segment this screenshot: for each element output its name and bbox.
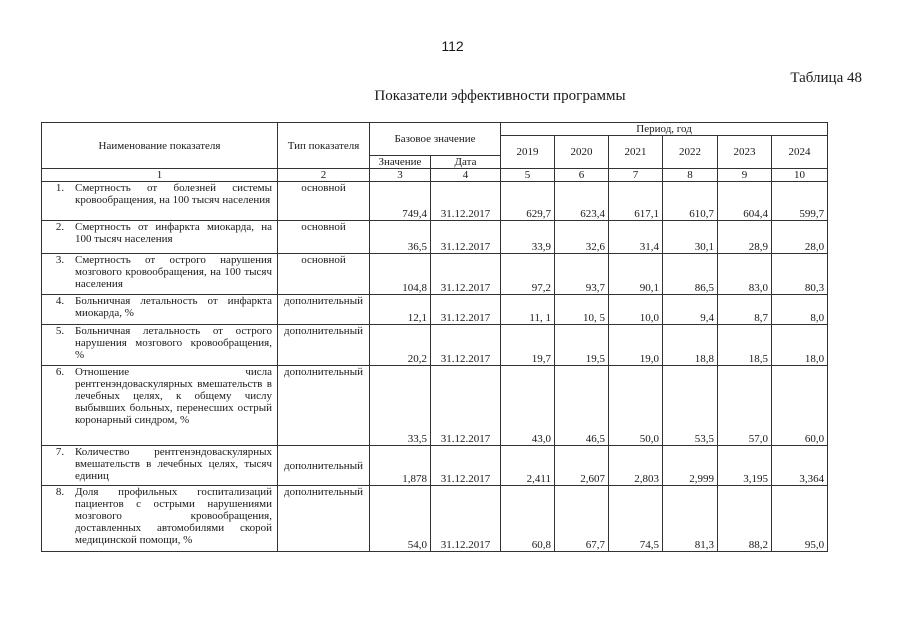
year-value: 83,0 xyxy=(718,254,772,295)
base-date: 31.12.2017 xyxy=(431,486,501,552)
year-value: 2,411 xyxy=(501,446,555,486)
year-value: 18,5 xyxy=(718,325,772,366)
base-date: 31.12.2017 xyxy=(431,254,501,295)
year-value: 604,4 xyxy=(718,182,772,221)
year-value: 599,7 xyxy=(772,182,828,221)
indicator-type: дополнительный xyxy=(278,295,370,325)
header-base-value: Базовое значение xyxy=(370,123,501,156)
year-value: 88,2 xyxy=(718,486,772,552)
column-number: 10 xyxy=(772,169,828,182)
indicator-type: дополнительный xyxy=(278,446,370,486)
base-value: 54,0 xyxy=(370,486,431,552)
table-row xyxy=(42,295,828,325)
year-value: 97,2 xyxy=(501,254,555,295)
table-row xyxy=(42,182,828,221)
year-value: 32,6 xyxy=(555,221,609,254)
year-value: 28,9 xyxy=(718,221,772,254)
year-value: 3,195 xyxy=(718,446,772,486)
year-value: 93,7 xyxy=(555,254,609,295)
column-number: 7 xyxy=(609,169,663,182)
base-value: 104,8 xyxy=(370,254,431,295)
year-value: 18,0 xyxy=(772,325,828,366)
indicator-type: основной xyxy=(278,254,370,295)
column-number: 4 xyxy=(431,169,501,182)
year-value: 57,0 xyxy=(718,366,772,446)
indicator-name: Количество рентгенэндоваскулярных вмешательств в лечебных целях, тысяч единиц xyxy=(75,446,272,482)
year-value: 2,803 xyxy=(609,446,663,486)
column-number: 3 xyxy=(370,169,431,182)
column-number: 1 xyxy=(42,169,278,182)
year-value: 53,5 xyxy=(663,366,718,446)
header-value: Значение xyxy=(370,156,431,169)
year-value: 629,7 xyxy=(501,182,555,221)
base-date: 31.12.2017 xyxy=(431,182,501,221)
year-value: 19,0 xyxy=(609,325,663,366)
row-index: 6. xyxy=(55,366,65,378)
header-year: 2023 xyxy=(718,136,772,169)
year-value: 8,0 xyxy=(772,295,828,325)
year-value: 8,7 xyxy=(718,295,772,325)
year-value: 10, 5 xyxy=(555,295,609,325)
header-year: 2020 xyxy=(555,136,609,169)
header-year: 2024 xyxy=(772,136,828,169)
year-value: 90,1 xyxy=(609,254,663,295)
base-value: 1,878 xyxy=(370,446,431,486)
table-row xyxy=(42,366,828,446)
year-value: 617,1 xyxy=(609,182,663,221)
year-value: 46,5 xyxy=(555,366,609,446)
table-row xyxy=(42,325,828,366)
year-value: 80,3 xyxy=(772,254,828,295)
base-value: 33,5 xyxy=(370,366,431,446)
indicator-type: основной xyxy=(278,221,370,254)
base-date: 31.12.2017 xyxy=(431,325,501,366)
year-value: 623,4 xyxy=(555,182,609,221)
year-value: 610,7 xyxy=(663,182,718,221)
indicator-type: дополнительный xyxy=(278,325,370,366)
table-row xyxy=(42,446,828,486)
year-value: 67,7 xyxy=(555,486,609,552)
column-number: 9 xyxy=(718,169,772,182)
year-value: 33,9 xyxy=(501,221,555,254)
indicator-type: дополнительный xyxy=(278,366,370,446)
document-title: Показатели эффективности программы xyxy=(374,88,626,104)
year-value: 9,4 xyxy=(663,295,718,325)
header-date: Дата xyxy=(431,156,501,169)
row-index: 8. xyxy=(55,486,65,498)
header-type: Тип показателя xyxy=(278,123,370,169)
year-value: 60,8 xyxy=(501,486,555,552)
indicator-name: Доля профильных госпитализаций пациентов с острыми нарушениями мозгового кровообращения, доставленных автомобилями скорой медицинской помощи, % xyxy=(75,486,272,546)
year-value: 50,0 xyxy=(609,366,663,446)
indicator-name: Смертность от острого нарушения мозгового кровообращения, на 100 тысяч населения xyxy=(75,254,272,290)
column-number: 8 xyxy=(663,169,718,182)
indicators-table xyxy=(41,122,828,552)
year-value: 74,5 xyxy=(609,486,663,552)
table-row xyxy=(42,486,828,552)
indicator-type: основной xyxy=(278,182,370,221)
year-value: 60,0 xyxy=(772,366,828,446)
year-value: 30,1 xyxy=(663,221,718,254)
table-row xyxy=(42,221,828,254)
indicator-name: Больничная летальность от инфаркта миокарда, % xyxy=(75,295,272,319)
year-value: 43,0 xyxy=(501,366,555,446)
year-value: 86,5 xyxy=(663,254,718,295)
row-index: 7. xyxy=(55,446,65,458)
indicator-name: Отношение числа рентгенэндоваскулярных вмешательств в лечебных целях, к общему числу выбывших больных, перенесших острый коронарный синдром, % xyxy=(75,366,272,426)
column-number: 2 xyxy=(278,169,370,182)
base-value: 749,4 xyxy=(370,182,431,221)
year-value: 95,0 xyxy=(772,486,828,552)
base-value: 20,2 xyxy=(370,325,431,366)
year-value: 2,999 xyxy=(663,446,718,486)
year-value: 19,7 xyxy=(501,325,555,366)
indicator-name: Смертность от инфаркта миокарда, на 100 тысяч населения xyxy=(75,221,272,245)
column-number: 6 xyxy=(555,169,609,182)
base-date: 31.12.2017 xyxy=(431,366,501,446)
base-value: 12,1 xyxy=(370,295,431,325)
indicator-name: Больничная летальность от острого нарушения мозгового кровообращения, % xyxy=(75,325,272,361)
year-value: 18,8 xyxy=(663,325,718,366)
base-date: 31.12.2017 xyxy=(431,221,501,254)
indicator-name: Смертность от болезней системы кровообращения, на 100 тысяч населения xyxy=(75,182,272,206)
row-index: 2. xyxy=(55,221,65,233)
row-index: 3. xyxy=(55,254,65,266)
indicator-type: дополнительный xyxy=(278,486,370,552)
table-label: Таблица 48 xyxy=(790,70,862,86)
row-index: 5. xyxy=(55,325,65,337)
year-value: 10,0 xyxy=(609,295,663,325)
year-value: 28,0 xyxy=(772,221,828,254)
header-year: 2019 xyxy=(501,136,555,169)
base-date: 31.12.2017 xyxy=(431,446,501,486)
year-value: 2,607 xyxy=(555,446,609,486)
row-index: 4. xyxy=(55,295,65,307)
year-value: 3,364 xyxy=(772,446,828,486)
header-period: Период, год xyxy=(501,123,828,136)
page-number: 112 xyxy=(441,38,464,54)
base-value: 36,5 xyxy=(370,221,431,254)
header-name: Наименование показателя xyxy=(42,123,278,169)
year-value: 11, 1 xyxy=(501,295,555,325)
base-date: 31.12.2017 xyxy=(431,295,501,325)
year-value: 81,3 xyxy=(663,486,718,552)
year-value: 31,4 xyxy=(609,221,663,254)
header-year: 2021 xyxy=(609,136,663,169)
table-row xyxy=(42,254,828,295)
column-number: 5 xyxy=(501,169,555,182)
year-value: 19,5 xyxy=(555,325,609,366)
row-index: 1. xyxy=(55,182,65,194)
header-year: 2022 xyxy=(663,136,718,169)
